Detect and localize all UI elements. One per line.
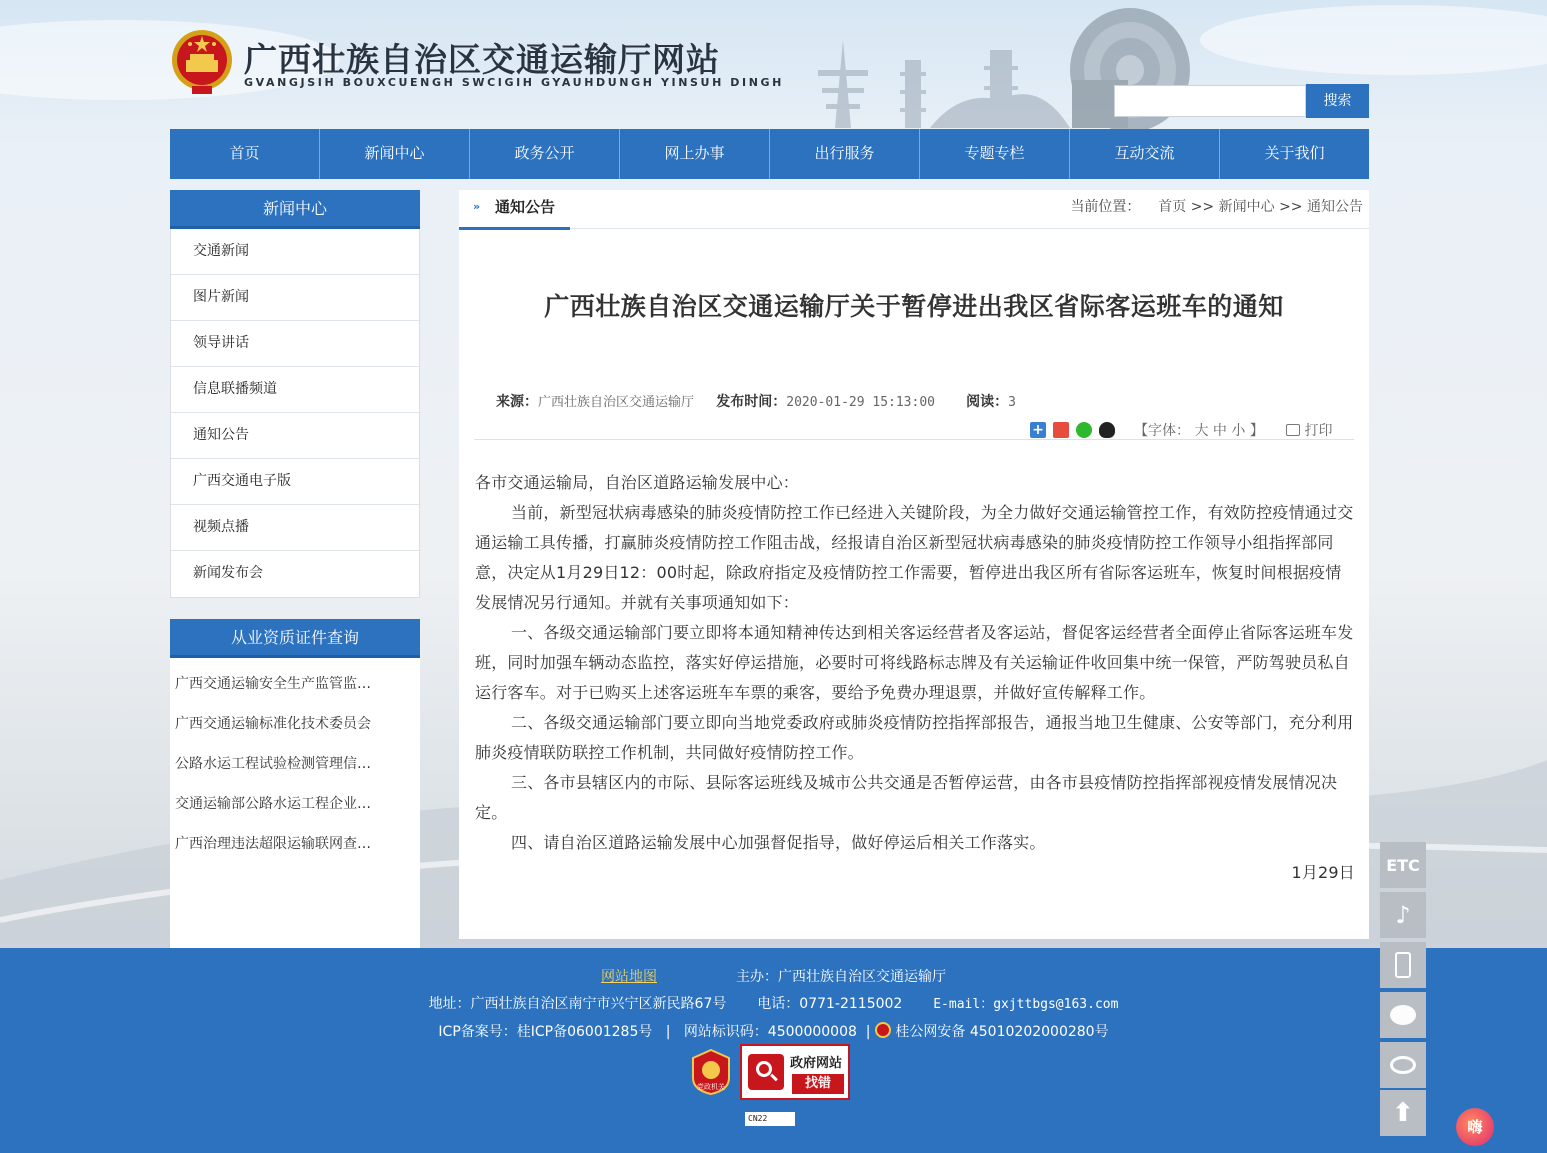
article-body (475, 468, 1355, 888)
error-badge-top-text: 政府网站 (790, 1056, 843, 1071)
nav-interaction[interactable]: 互动交流 (1070, 129, 1220, 179)
weibo-icon (1390, 1056, 1416, 1074)
cnnic-badge-label: CN22 (748, 1114, 768, 1123)
sidebar-item-notices[interactable]: 通知公告 (171, 413, 419, 459)
article-paragraph-5: 四、请自治区道路运输发展中心加强督促指导，做好停运后相关工作落实。 (511, 833, 1046, 852)
footer-separator: | (865, 1024, 871, 1040)
article-panel (459, 190, 1369, 939)
footer-icp[interactable]: ICP备案号：桂ICP备06001285号 (438, 1024, 653, 1040)
footer-police-record[interactable]: 桂公网安备 45010202000280号 (895, 1024, 1109, 1040)
breadcrumb-bar (459, 190, 1369, 229)
sidebar-link-testing-management[interactable]: 公路水运工程试验检测管理信… (175, 756, 371, 772)
footer-line-3 (0, 1021, 1547, 1041)
weibo-share-icon[interactable] (1053, 422, 1069, 438)
share-icons (1030, 422, 1115, 438)
footer-site-id: 网站标识码：4500000008 (683, 1024, 857, 1040)
sidebar-link-ministry-enterprise[interactable]: 交通运输部公路水运工程企业… (175, 796, 371, 812)
breadcrumb-separator: >> (1279, 199, 1303, 215)
nav-about-us[interactable]: 关于我们 (1264, 144, 1325, 162)
article-date: 1月29日 (1291, 863, 1355, 882)
section-tab-label: 通知公告 (495, 198, 556, 216)
article-paragraph-2: 一、各级交通运输部门要立即将本通知精神传达到相关客运经营者及客运站，督促客运经营者全面停止省际客运班车发班，同时加强车辆动态监控，落实好停运措施，必要时可将线路标志牌及有关运输证件收回集中统一保管，严防驾驶员私自运行客车。对于已购买上述客运班车车票的乘客，要给予免费办理退票，并做好宣传解释工作。 (475, 623, 1354, 702)
national-emblem-logo (170, 26, 234, 96)
main-nav (170, 129, 1369, 179)
party-badge-label: 党政机关 (697, 1083, 725, 1091)
sidebar-link-overload-query[interactable]: 广西治理违法超限运输联网查… (175, 836, 371, 852)
footer-email: E-mail：gxjttbgs@163.com (933, 997, 1119, 1012)
sidebar-link-list (170, 658, 420, 948)
wechat-button[interactable] (1380, 992, 1426, 1038)
sidebar (170, 190, 420, 948)
site-title: 广西壮族自治区交通运输厅网站 (244, 40, 720, 79)
nav-home[interactable]: 首页 (170, 129, 320, 179)
sidebar-section-title-certificates: 从业资质证件查询 (170, 619, 420, 658)
share-more-icon[interactable]: + (1030, 422, 1046, 438)
sidebar-item-info-channel[interactable]: 信息联播频道 (171, 367, 419, 413)
tiktok-button[interactable] (1380, 892, 1426, 938)
nav-travel-services[interactable]: 出行服务 (770, 129, 920, 179)
cnnic-badge[interactable] (745, 1112, 795, 1126)
etc-button[interactable] (1380, 842, 1426, 888)
error-badge-bottom-text: 找错 (792, 1074, 844, 1094)
article-paragraph-1: 当前，新型冠状病毒感染的肺炎疫情防控工作已经进入关键阶段，为全力做好交通运输管控工作，有效防控疫情通过交通运输工具传播，打赢肺炎疫情防控工作阻击战，经报请自治区新型冠状病毒感染的肺炎疫情防控工作领导小组指挥部同意，决定从1月29日12：00时起，除政府指定及疫情防控工作需要，暂停进出我区所有省际客运班车，恢复时间根据疫情发展情况另行通知。并就有关事项通知如下： (475, 503, 1354, 612)
footer-address: 地址：广西壮族自治区南宁市兴宁区新民路67号 (428, 996, 727, 1012)
source-value: 广西壮族自治区交通运输厅 (538, 395, 695, 410)
footer-phone: 电话：0771-2115002 (757, 996, 903, 1012)
font-label-close: 】 (1249, 423, 1264, 439)
breadcrumb-label: 当前位置： (1070, 199, 1141, 215)
font-small-button[interactable]: 小 (1231, 423, 1246, 439)
time-value: 2020-01-29 15:13:00 (786, 395, 935, 410)
article-title: 广西壮族自治区交通运输厅关于暂停进出我区省际客运班车的通知 (544, 292, 1284, 321)
arrow-up-icon: ⬆ (1392, 1098, 1414, 1128)
site-header (170, 0, 1369, 129)
nav-news-center[interactable]: 新闻中心 (320, 129, 470, 179)
double-chevron-right-icon: » (473, 200, 481, 213)
ai-assistant-button[interactable] (1456, 1108, 1494, 1146)
breadcrumb-notices[interactable]: 通知公告 (1307, 199, 1363, 215)
share-toolbar (474, 420, 1354, 440)
nav-gov-affairs[interactable]: 政务公开 (470, 129, 620, 179)
sidebar-section-title-news: 新闻中心 (170, 190, 420, 229)
gov-website-error-report-badge[interactable] (740, 1044, 850, 1100)
tiktok-icon: ♪ (1395, 901, 1411, 929)
sidebar-news-list (170, 229, 420, 598)
breadcrumb-news-center[interactable]: 新闻中心 (1218, 199, 1275, 215)
nav-online-services[interactable]: 网上办事 (620, 129, 770, 179)
breadcrumb (1070, 190, 1363, 224)
font-size-control (1134, 420, 1264, 440)
sidebar-item-traffic-news[interactable]: 交通新闻 (171, 229, 419, 275)
party-gov-organ-badge[interactable] (689, 1048, 733, 1096)
sidebar-item-leader-speech[interactable]: 领导讲话 (171, 321, 419, 367)
reads-label: 阅读： (966, 394, 1009, 410)
site-footer (0, 948, 1547, 1153)
mobile-button[interactable] (1380, 942, 1426, 988)
sidebar-item-e-edition[interactable]: 广西交通电子版 (171, 459, 419, 505)
back-to-top-button[interactable] (1380, 1090, 1426, 1136)
footer-separator: | (665, 1024, 671, 1040)
reads-value: 3 (1008, 395, 1016, 410)
mobile-phone-icon (1395, 952, 1411, 978)
print-button[interactable] (1286, 420, 1332, 440)
magnifier-icon (748, 1054, 784, 1090)
search-button[interactable]: 搜索 (1306, 84, 1369, 118)
footer-sponsor: 主办：广西壮族自治区交通运输厅 (735, 969, 946, 985)
ai-assistant-label: 嗨 (1467, 1118, 1483, 1136)
sidebar-link-standardization[interactable]: 广西交通运输标准化技术委员会 (175, 716, 371, 732)
etc-label: ETC (1386, 855, 1420, 875)
search-input[interactable] (1114, 85, 1306, 117)
site-subtitle: GVANGJSIH BOUXCUENGH SWCIGIH GYAUHDUNGH YINSUH DINGH (244, 76, 784, 89)
source-label: 来源： (496, 394, 538, 410)
article-paragraph-4: 三、各市县辖区内的市际、县际客运班线及城市公共交通是否暂停运营，由各市县疫情防控指挥部视疫情发展情况决定。 (475, 773, 1338, 822)
section-tab (459, 190, 570, 230)
article-meta (496, 391, 1016, 411)
font-large-button[interactable]: 大 (1194, 423, 1209, 439)
footer-line-2 (0, 993, 1547, 1013)
article-salutation: 各市交通运输局，自治区道路运输发展中心： (475, 473, 800, 492)
breadcrumb-separator: >> (1190, 199, 1215, 215)
sitemap-link[interactable]: 网站地图 (601, 969, 658, 985)
nav-special-topics[interactable]: 专题专栏 (920, 129, 1070, 179)
printer-icon (1286, 424, 1300, 436)
sidebar-link-safety-supervision[interactable]: 广西交通运输安全生产监管监… (175, 676, 371, 692)
police-badge-icon (875, 1022, 891, 1038)
wechat-icon (1390, 1005, 1416, 1025)
article-paragraph-3: 二、各级交通运输部门要立即向当地党委政府或肺炎疫情防控指挥部报告，通报当地卫生健康、公安等部门，充分利用肺炎疫情联防联控工作机制，共同做好疫情防控工作。 (475, 713, 1354, 762)
qq-share-icon[interactable] (1099, 422, 1115, 438)
font-medium-button[interactable]: 中 (1212, 423, 1227, 439)
wechat-share-icon[interactable] (1076, 422, 1092, 438)
time-label: 发布时间： (716, 394, 787, 410)
footer-line-1 (0, 966, 1547, 986)
sidebar-item-press-conference[interactable]: 新闻发布会 (193, 565, 263, 581)
font-label-open: 【字体： (1134, 423, 1190, 439)
sidebar-item-video[interactable]: 视频点播 (171, 505, 419, 551)
breadcrumb-home[interactable]: 首页 (1158, 199, 1187, 215)
weibo-button[interactable] (1380, 1042, 1426, 1088)
sidebar-item-photo-news[interactable]: 图片新闻 (171, 275, 419, 321)
print-label: 打印 (1304, 423, 1333, 439)
